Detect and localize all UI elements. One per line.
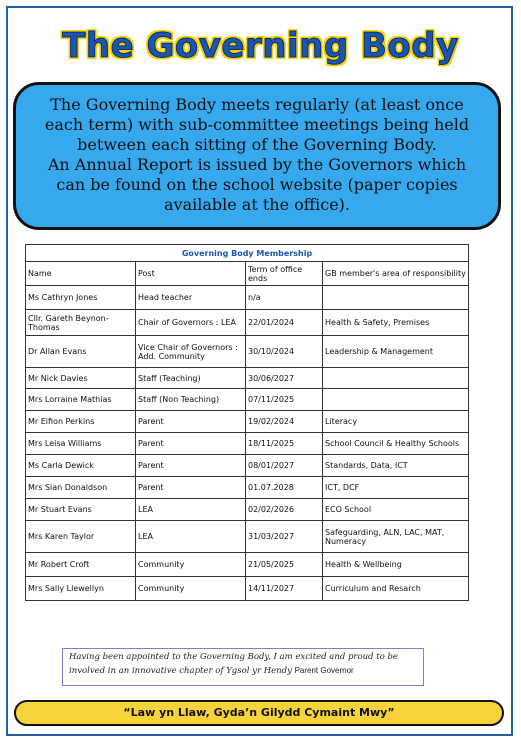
cell-term: 30/10/2024 (246, 336, 323, 368)
cell-post: Parent (136, 411, 246, 433)
membership-table (25, 244, 469, 601)
intro-paragraph-report: An Annual Report is issued by the Governors which can be found on the school website (paper copies available at the office). (47, 155, 467, 214)
cell-area: Health & Wellbeing (323, 553, 469, 577)
cell-term: 30/06/2027 (246, 368, 323, 389)
cell-term: 07/11/2025 (246, 389, 323, 411)
table-row (26, 455, 469, 477)
cell-post: Head teacher (136, 286, 246, 310)
cell-term: 02/02/2026 (246, 499, 323, 521)
cell-area (323, 368, 469, 389)
table-row (26, 577, 469, 601)
cell-post: Community (136, 553, 246, 577)
cell-term: 31/03/2027 (246, 521, 323, 553)
table-row (26, 553, 469, 577)
cell-area: Literacy (323, 411, 469, 433)
cell-post: Parent (136, 433, 246, 455)
cell-term: 14/11/2027 (246, 577, 323, 601)
table-row (26, 368, 469, 389)
table-caption: Governing Body Membership (26, 245, 469, 262)
cell-name: Mr Nick Davies (26, 368, 136, 389)
table-row (26, 411, 469, 433)
cell-post: LEA (136, 521, 246, 553)
header-area: GB member's area of responsibility (323, 262, 469, 286)
cell-name: Mrs Leisa Williams (26, 433, 136, 455)
cell-area: ECO School (323, 499, 469, 521)
header-name: Name (26, 262, 136, 286)
cell-term: 19/02/2024 (246, 411, 323, 433)
school-motto: “Law yn Llaw, Gyda’n Gilydd Cymaint Mwy” (14, 700, 504, 726)
table-row (26, 389, 469, 411)
cell-name: Ms Carla Dewick (26, 455, 136, 477)
cell-name: Mr Eifion Perkins (26, 411, 136, 433)
cell-name: Cllr. Gareth Beynon-Thomas (26, 310, 136, 336)
cell-name: Ms Cathryn Jones (26, 286, 136, 310)
intro-panel (13, 82, 501, 230)
cell-term: n/a (246, 286, 323, 310)
header-term: Term of office ends (246, 262, 323, 286)
table-row (26, 499, 469, 521)
cell-name: Mrs Sally Llewellyn (26, 577, 136, 601)
table-row (26, 433, 469, 455)
cell-name: Mrs Sian Donaldson (26, 477, 136, 499)
membership-rows (26, 286, 469, 601)
cell-area: School Council & Healthy Schools (323, 433, 469, 455)
cell-name: Mr Stuart Evans (26, 499, 136, 521)
table-row (26, 286, 469, 310)
header-post: Post (136, 262, 246, 286)
table-row (26, 521, 469, 553)
cell-name: Mrs Lorraine Mathias (26, 389, 136, 411)
table-row (26, 477, 469, 499)
cell-post: Staff (Non Teaching) (136, 389, 246, 411)
quote-text: Having been appointed to the Governing Body, I am excited and proud to be involved in an innovative chapter of Ygsol yr Hendy (69, 652, 398, 676)
cell-term: 22/01/2024 (246, 310, 323, 336)
cell-area (323, 389, 469, 411)
quote-attribution: Parent Governor (294, 666, 354, 675)
cell-area: ICT, DCF (323, 477, 469, 499)
cell-term: 21/05/2025 (246, 553, 323, 577)
cell-name: Mrs Karen Taylor (26, 521, 136, 553)
cell-name: Dr Allan Evans (26, 336, 136, 368)
cell-post: Community (136, 577, 246, 601)
cell-term: 18/11/2025 (246, 433, 323, 455)
cell-term: 08/01/2027 (246, 455, 323, 477)
table-row (26, 336, 469, 368)
cell-area: Leadership & Management (323, 336, 469, 368)
cell-post: Chair of Governors : LEA (136, 310, 246, 336)
cell-post: Parent (136, 455, 246, 477)
cell-post: Parent (136, 477, 246, 499)
governor-quote (62, 648, 424, 686)
table-row (26, 310, 469, 336)
cell-area: Safeguarding, ALN, LAC, MAT, Numeracy (323, 521, 469, 553)
cell-post: LEA (136, 499, 246, 521)
intro-paragraph-meetings: The Governing Body meets regularly (at least once each term) with sub-committee meetings being held between each sitting of the Governing Body. (44, 95, 470, 154)
cell-area (323, 286, 469, 310)
cell-name: Mr Robert Croft (26, 553, 136, 577)
cell-term: 01.07.2028 (246, 477, 323, 499)
cell-post: Vice Chair of Governors : Add. Community (136, 336, 246, 368)
cell-area: Standards, Data, ICT (323, 455, 469, 477)
cell-area: Curriculum and Resarch (323, 577, 469, 601)
cell-area: Health & Safety, Premises (323, 310, 469, 336)
cell-post: Staff (Teaching) (136, 368, 246, 389)
page-title: The Governing Body (62, 26, 459, 66)
